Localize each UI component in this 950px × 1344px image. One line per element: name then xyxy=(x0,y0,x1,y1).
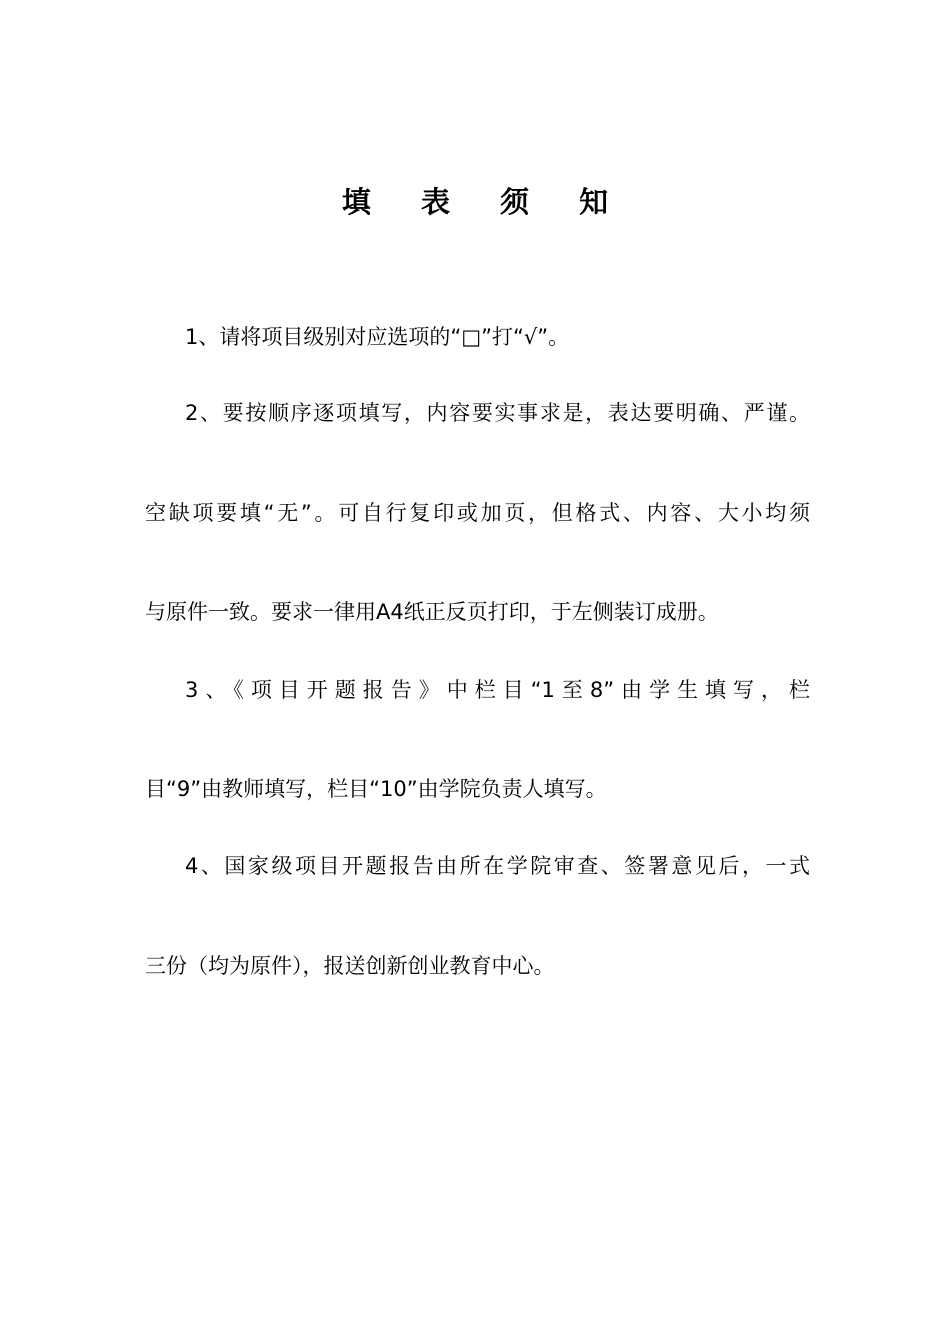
instruction-item-4-line-1: 4、国家级项目开题报告由所在学院审查、签署意见后，一式 xyxy=(185,854,810,878)
instruction-item-3-line-2: 目“9”由教师填写，栏目“10”由学院负责人填写。 xyxy=(145,777,607,801)
instruction-item-4-line-2: 三份（均为原件），报送创新创业教育中心。 xyxy=(145,954,555,978)
instruction-item-2-line-2: 空缺项要填“无”。可自行复印或加页，但格式、内容、大小均须 xyxy=(145,501,810,525)
instruction-item-2-line-3: 与原件一致。要求一律用A4纸正反页打印，于左侧装订成册。 xyxy=(145,600,719,624)
instruction-item-3-line-1: 3、《项目开题报告》中栏目“1至8”由学生填写，栏 xyxy=(185,678,810,702)
page-title: 填 表 须 知 xyxy=(341,185,629,219)
instruction-item-1: 1、请将项目级别对应选项的“□”打“√”。 xyxy=(185,325,570,349)
instruction-item-2-line-1: 2、要按顺序逐项填写，内容要实事求是，表达要明确、严谨。 xyxy=(185,401,810,425)
